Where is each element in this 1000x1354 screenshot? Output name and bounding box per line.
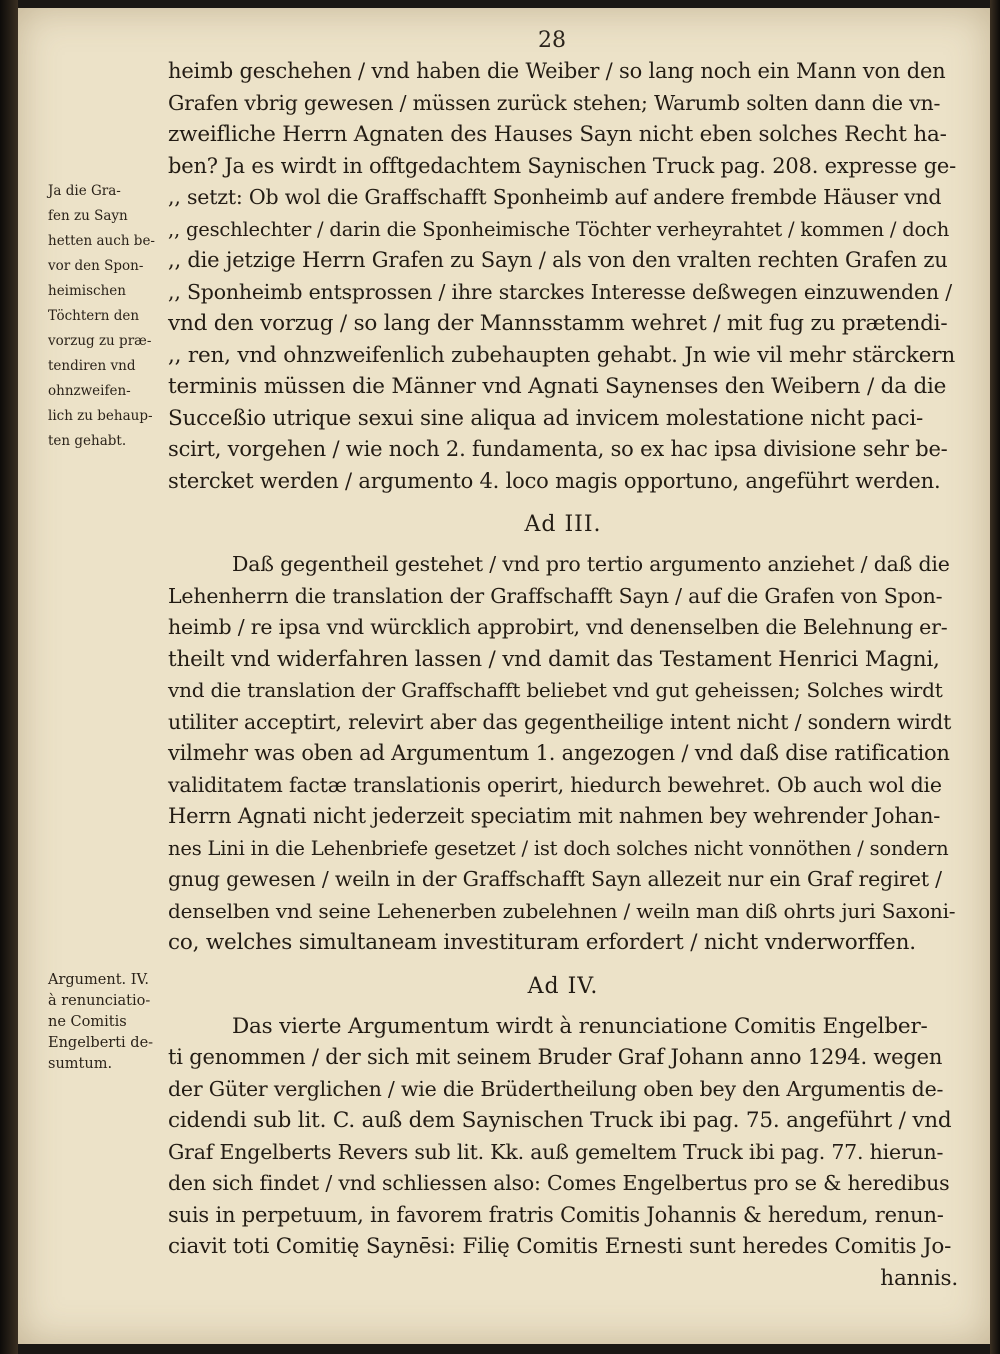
text-line: Herrn Agnati nicht jederzeit speciatim mit nahmen bey wehrender Johan- [168,804,941,828]
text-line: ciavit toti Comitię Saynēsi: Filię Comitis Ernesti sunt heredes Comitis Jo- [168,1234,952,1259]
text-line: ,, setzt: Ob wol die Graffschafft Sponheimb auf andere frembde Häuser vnd [168,185,942,209]
margin-note-line: ohnzweifen- [48,383,131,399]
text-line: terminis müssen die Männer vnd Agnati Saynenses den Weibern / da die [168,374,947,399]
text-line: denselben vnd seine Lehenerben zubelehnen / weiln man diß ohrts juri Saxoni- [168,898,956,923]
text-line: Daß gegentheil gestehet / vnd pro tertio argumento anziehet / daß die [232,552,950,576]
document-page [18,8,990,1344]
margin-note-1 [48,179,180,454]
page-edge-right [990,0,1000,1354]
text-line: Graf Engelberts Revers sub lit. Kk. auß gemeltem Truck ibi pag. 77. hierun- [168,1139,944,1164]
margin-note-line: sumtum. [48,1056,113,1072]
text-line: co, welches simultaneam investituram erfordert / nicht vnderworffen. [168,930,916,955]
text-line: ben? Ja es wirdt in offtgedachtem Saynischen Truck pag. 208. expresse ge- [168,153,957,178]
text-line: validitatem factæ translationis operirt, hiedurch bewehret. Ob auch wol die [168,772,942,797]
text-line: vnd den vorzug / so lang der Mannsstamm wehret / mit fug zu prætendi- [168,311,948,336]
text-line: ,, geschlechter / darin die Sponheimische Töchter verheyrahtet / kommen / doch [168,217,950,241]
text-line: theilt vnd widerfahren lassen / vnd damit das Testament Henrici Magni, [168,646,940,672]
margin-note-line: Engelberti de- [48,1035,154,1051]
text-line: ,, ren, vnd ohnzweifenlich zubehaupten gehabt. Jn wie vil mehr stärckern [168,342,956,368]
text-line: vilmehr was oben ad Argumentum 1. angezogen / vnd daß dise ratification [168,741,950,765]
margin-note-line: fen zu Sayn [48,208,128,224]
text-line: hannis. [880,1265,958,1291]
text-line: Succeßio utrique sexui sine aliqua ad invicem molestatione nicht paci- [168,405,924,431]
margin-note-line: hetten auch be- [48,233,155,249]
text-line: zweifliche Herrn Agnaten des Hauses Sayn nicht eben solches Recht ha- [168,122,947,147]
text-line: stercket werden / argumento 4. loco magis opportuno, angeführt werden. [168,468,941,493]
text-line: utiliter acceptirt, relevirt aber das gegentheilige intent nicht / sondern wirdt [168,709,952,734]
text-line: suis in perpetuum, in favorem fratris Comitis Johannis & heredum, renun- [168,1202,944,1227]
text-line: ,, Sponheimb entsprossen / ihre starckes Interesse deßwegen einzuwenden / [168,279,952,304]
text-line: scirt, vorgehen / wie noch 2. fundamenta, so ex hac ipsa divisione sehr be- [168,437,948,461]
margin-note-line: ten gehabt. [48,433,127,449]
page-number: 28 [538,28,566,53]
margin-note-line: vor den Spon- [48,258,144,274]
text-line: cidendi sub lit. C. auß dem Saynischen Truck ibi pag. 75. angeführt / vnd [168,1108,952,1133]
margin-note-line: lich zu behaup- [48,408,153,424]
text-line: nes Lini in die Lehenbriefe gesetzet / ist doch solches nicht vonnöthen / sondern [168,836,949,860]
margin-note-line: à renunciatio- [48,993,151,1009]
section-heading-ad-iii: Ad III. [524,512,602,537]
text-line: Lehenherrn die translation der Graffschafft Sayn / auf die Grafen von Spon- [168,583,943,608]
text-line: Das vierte Argumentum wirdt à renunciatione Comitis Engelber- [232,1013,928,1039]
margin-note-line: Töchtern den [48,308,140,324]
section-heading-ad-iv: Ad IV. [527,973,599,999]
margin-note-line: tendiren vnd [48,358,136,374]
text-line: den sich findet / vnd schliessen also: Comes Engelbertus pro se & heredibus [168,1171,950,1195]
text-line: der Güter verglichen / wie die Brüdertheilung oben bey den Argumentis de- [168,1076,944,1101]
margin-note-line: ne Comitis [48,1014,127,1030]
text-line: heimb / re ipsa vnd würcklich approbirt, vnd denenselben die Belehnung er- [168,615,948,639]
margin-note-line: Ja die Gra- [48,183,121,199]
text-line: heimb geschehen / vnd haben die Weiber / so lang noch ein Mann von den [168,59,946,83]
text-line: ti genommen / der sich mit seinem Bruder Graf Johann anno 1294. wegen [168,1045,943,1069]
margin-note-line: vorzug zu præ- [48,333,152,349]
text-line: gnug gewesen / weiln in der Graffschafft Sayn allezeit nur ein Graf regiret / [168,867,942,891]
margin-note-line: heimischen [48,283,126,299]
text-line: ,, die jetzige Herrn Grafen zu Sayn / als von den vralten rechten Grafen zu [168,248,948,272]
page-edge-left [0,0,18,1354]
body-text [168,56,958,1294]
margin-note-2 [48,970,180,1075]
text-line: vnd die translation der Graffschafft beliebet vnd gut geheissen; Solches wirdt [168,678,943,702]
margin-note-line: Argument. IV. [48,972,150,988]
text-line: Grafen vbrig gewesen / müssen zurück stehen; Warumb solten dann die vn- [168,90,941,115]
